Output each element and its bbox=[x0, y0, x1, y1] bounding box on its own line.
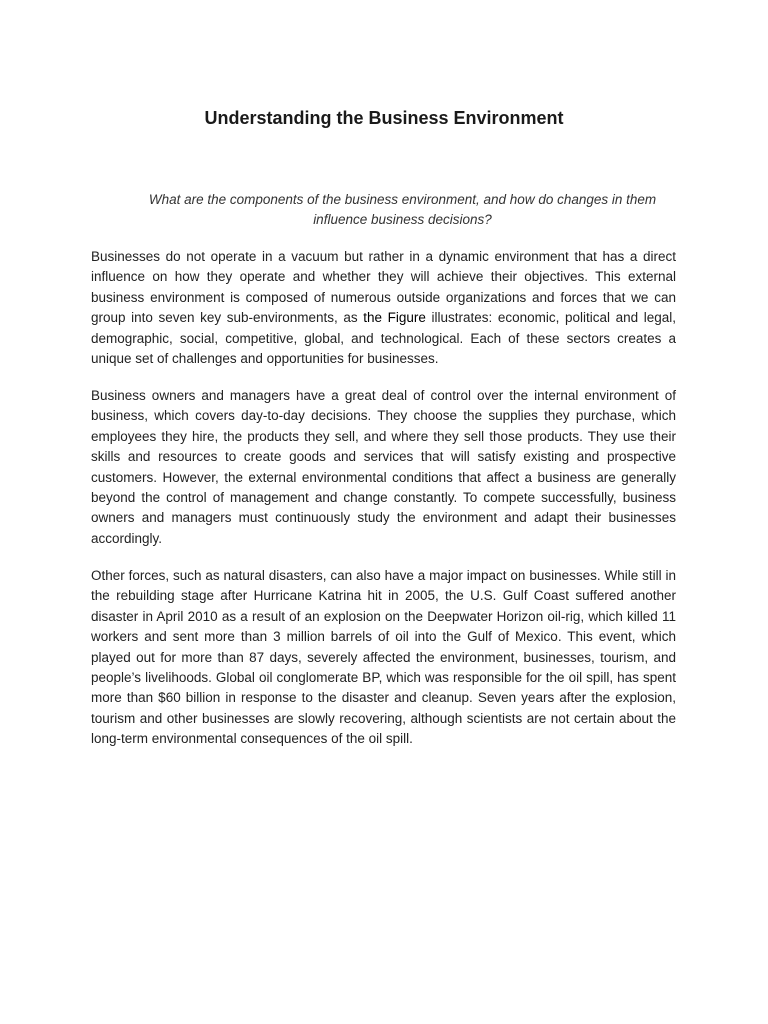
paragraph-1-text-before: Businesses do not operate in a vacuum but rather in a dynamic environment that has a direct influence on how they operate and whether they will achieve their objectives. This external business environment is composed of numerous outside organizations and forces that we can group into seven key sub-environments, as bbox=[91, 249, 676, 326]
paragraph-2: Business owners and managers have a great deal of control over the internal environment of business, which covers day-to-day decisions. They choose the supplies they purchase, which employees they hire, the products they sell, and where they sell those products. They use their skills and resources to create goods and services that will satisfy existing and prospective customers. However, the external environmental conditions that affect a business are generally beyond the control of management and change constantly. To compete successfully, business owners and managers must continuously study the environment and adapt their businesses accordingly. bbox=[91, 388, 676, 546]
figure-reference-link[interactable]: the Figure bbox=[363, 310, 426, 326]
paragraph-1-text-after: illustrates: economic, political and legal, demographic, social, competitive, global, and technological. Each of these sectors creates a unique set of challenges and opportunities for businesses. bbox=[91, 310, 676, 367]
page-title: Understanding the Business Environment bbox=[204, 108, 564, 128]
paragraph-3: Other forces, such as natural disasters, can also have a major impact on businesses. While still in the rebuilding stage after Hurricane Katrina hit in 2005, the U.S. Gulf Coast suffered another disaster in April 2010 as a result of an explosion on the Deepwater Horizon oil-rig, which killed 11 workers and sent more than 3 million barrels of oil into the Gulf of Mexico. This event, which played out for more than 87 days, severely affected the environment, businesses, tourism, and people’s livelihoods. Global oil conglomerate BP, which was responsible for the oil spill, has spent more than $60 billion in response to the disaster and cleanup. Seven years after the explosion, tourism and other businesses are slowly recovering, although scientists are not certain about the long-term environmental consequences of the oil spill. bbox=[91, 568, 676, 747]
paragraph-1 bbox=[91, 247, 676, 369]
guiding-question: What are the components of the business environment, and how do changes in them influence business decisions? bbox=[148, 192, 657, 227]
